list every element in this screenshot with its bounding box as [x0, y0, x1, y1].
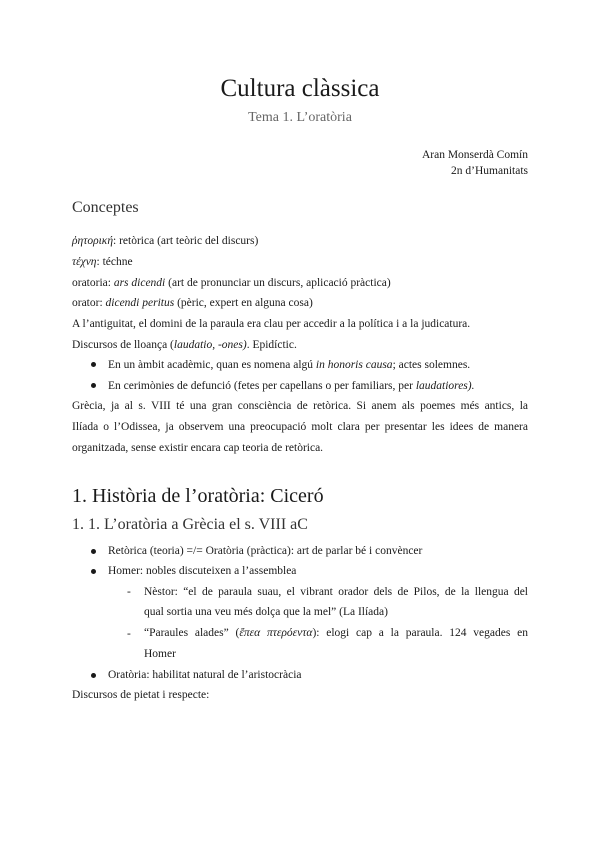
bullet-dot: [91, 673, 96, 678]
nestor-line-2: qual sortia una veu més dolça que la mel” (La Ilíada): [144, 606, 388, 618]
concept-oratoria: [72, 275, 391, 291]
praise-latin: laudatio, -ones): [173, 339, 247, 351]
bullet-aristocracy: Oratòria: habilitat natural de l’aristocràcia: [108, 669, 302, 681]
bullet-dot: [91, 569, 96, 574]
praise-rest: . Epidíctic.: [246, 339, 297, 351]
concept-rhetorike: [72, 233, 258, 249]
winged-words-line: [144, 623, 528, 644]
page-subtitle: Tema 1. L’oratòria: [248, 110, 352, 125]
concept-term: orator:: [72, 297, 106, 309]
winged-words-line-2: Homer: [144, 648, 176, 660]
concept-def: (pèric, expert en alguna cosa): [174, 297, 313, 309]
concepts-heading: Conceptes: [72, 199, 139, 216]
bullet-dot: [91, 383, 96, 388]
concept-latin: dicendi peritus: [105, 297, 175, 309]
greece-paragraph-line: Grècia, ja al s. VIII té una gran consciència de retòrica. Si anem als poemes més antics, la: [72, 400, 528, 412]
dash-marker: -: [127, 628, 131, 640]
bullet-text: En un àmbit acadèmic, quan es nomena algú: [108, 359, 316, 371]
greece-paragraph-last: organitzada, sense existir encara cap teoria de retòrica.: [72, 442, 324, 454]
bullet-dot: [91, 549, 96, 554]
page-title: Cultura clàssica: [220, 75, 380, 102]
bullet-latin: in honoris causa: [315, 359, 393, 371]
concept-term: ῥητορική: [72, 235, 114, 247]
antiquity-line: A l’antiguitat, el domini de la paraula era clau per accedir a la política i a la judicatura.: [72, 318, 471, 330]
concept-latin: ars dicendi: [113, 277, 166, 289]
concept-term: oratoria:: [72, 277, 114, 289]
bullet-text: ; actes solemnes.: [392, 359, 471, 371]
dash-marker: -: [127, 586, 131, 598]
bullet-text: En cerimònies de defunció (fetes per capellans o per familiars, per: [108, 380, 416, 392]
closing-line: Discursos de pietat i respecte:: [72, 689, 210, 701]
nestor-line: Nèstor: “el de paraula suau, el vibrant orador dels de Pilos, de la llengua del: [144, 586, 528, 598]
bullet-academic: [108, 357, 470, 373]
bullet-dot: [91, 362, 96, 367]
concept-def: : téchne: [96, 256, 133, 268]
concept-techne: [72, 254, 133, 270]
subsection-heading: 1. 1. L’oratòria a Grècia el s. VIII aC: [72, 516, 308, 533]
winged-prefix: “Paraules alades” (: [144, 627, 240, 639]
bullet-homer: Homer: nobles discuteixen a l’assemblea: [108, 565, 297, 577]
bullet-funeral: [108, 378, 474, 394]
greece-paragraph-line: Ilíada o l’Odissea, ja observem una preocupació molt clara per presentar les idees de manera: [72, 421, 528, 433]
section-heading: 1. Història de l’oratòria: Ciceró: [72, 485, 324, 507]
bullet-latin: laudatiores).: [415, 380, 475, 392]
praise-line: [72, 337, 297, 353]
winged-greek: ἔπεα πτερόεντα: [239, 627, 313, 639]
concept-def: : retòrica (art teòric del discurs): [113, 235, 259, 247]
concept-def: (art de pronunciar un discurs, aplicació pràctica): [165, 277, 391, 289]
author-name: Aran Monserdà Comín: [421, 149, 528, 161]
author-course: 2n d’Humanitats: [451, 165, 528, 177]
concept-term: τέχνη: [72, 256, 97, 268]
winged-rest: ): elogi cap a la paraula. 124 vegades en: [312, 627, 528, 639]
bullet-rhetoric: Retòrica (teoria) =/= Oratòria (pràctica): art de parlar bé i convèncer: [108, 545, 423, 557]
concept-orator: [72, 295, 313, 311]
praise-prefix: Discursos de lloança (: [72, 339, 174, 351]
